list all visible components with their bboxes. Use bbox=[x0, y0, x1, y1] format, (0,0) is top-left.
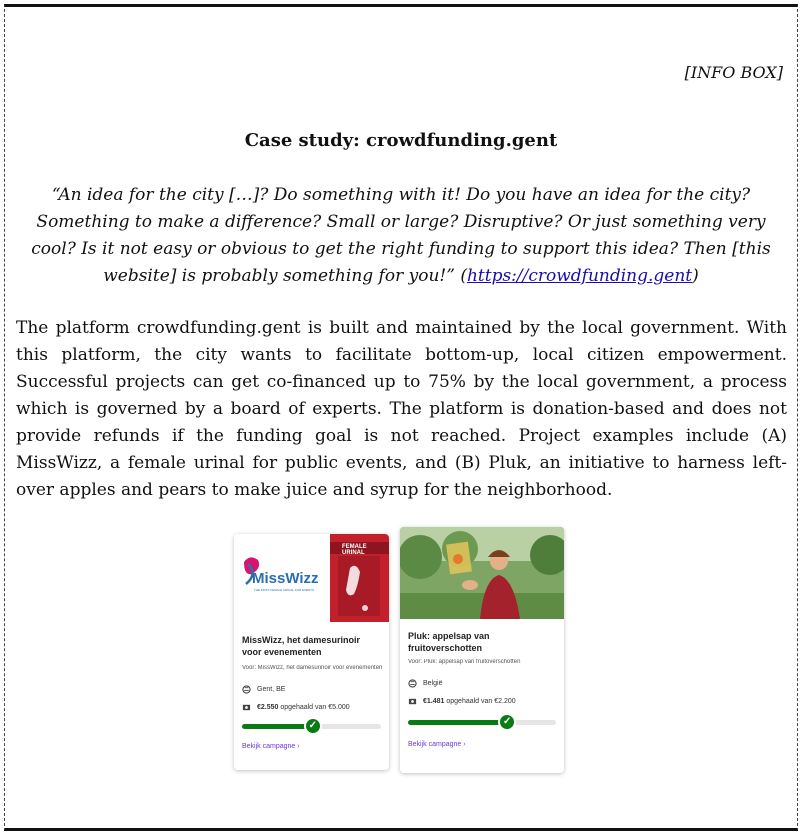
view-campaign-link[interactable]: Bekijk campagne › bbox=[408, 741, 466, 748]
check-icon: ✓ bbox=[304, 717, 322, 735]
location-text: België bbox=[423, 680, 443, 687]
quote-text: “An idea for the city […]? Do something with it! Do you have an idea for the city? Something to make a difference? Small or large? Disruptive? Or just something very cool? Is it not easy or obvious to get the right funding to support this idea? Then [this website] is probably something for you!” ( bbox=[31, 185, 771, 286]
campaign-card-pluk[interactable] bbox=[400, 527, 564, 773]
progress-bar bbox=[408, 716, 556, 727]
misswizz-image bbox=[234, 534, 389, 622]
quote bbox=[25, 182, 777, 290]
check-icon: ✓ bbox=[498, 713, 516, 731]
amount-raised: €1.481 bbox=[423, 698, 445, 705]
raised-of-goal: opgehaald van €2.200 bbox=[446, 698, 516, 705]
location-text: Gent, BE bbox=[257, 686, 286, 693]
location-row bbox=[400, 679, 564, 688]
funding-row bbox=[400, 697, 564, 706]
pluk-photo-illustration bbox=[400, 527, 564, 619]
body-paragraph: The platform crowdfunding.gent is built and maintained by the local government. With this platform, the city wants to facilitate bottom-up, local citizen empowerment. Successful projects can get co-financed up to 75% by the local government, a process which is governed by a board of experts. The platform is donation-based and does not provide refunds if the funding goal is not reached. Project examples include (A) MissWizz, a female urinal for public events, and (B) Pluk, an initiative to harness left-over apples and pears to make juice and syrup for the neighborhood. bbox=[16, 318, 787, 500]
progress-fill bbox=[408, 720, 507, 725]
card-subtitle: Voor: MissWizz, het damesurinoir voor evenementen bbox=[242, 665, 383, 671]
misswizz-logo-tagline: THE FIRST FEMALE URINAL FOR EVENTS bbox=[254, 588, 315, 592]
product-label: FEMALE URINAL bbox=[342, 544, 367, 556]
location-row bbox=[234, 685, 389, 694]
quote-end: ) bbox=[692, 266, 699, 286]
money-icon bbox=[408, 697, 417, 706]
case-study-title: Case study: crowdfunding.gent bbox=[244, 130, 558, 151]
raised-of-goal: opgehaald van €5.000 bbox=[280, 704, 350, 711]
crowdfunding-link[interactable]: https://crowdfunding.gent bbox=[466, 266, 693, 286]
globe-icon bbox=[242, 685, 251, 694]
campaign-card-misswizz[interactable] bbox=[234, 534, 389, 770]
globe-icon bbox=[408, 679, 417, 688]
pluk-image bbox=[400, 527, 564, 619]
progress-fill bbox=[242, 724, 313, 729]
misswizz-logo-text: MissWizz bbox=[252, 570, 319, 587]
card-title[interactable]: Pluk: appelsap van fruitoverschotten bbox=[408, 631, 490, 653]
amount-raised: €2.550 bbox=[257, 704, 279, 711]
view-campaign-link[interactable]: Bekijk campagne › bbox=[242, 743, 300, 750]
funding-row bbox=[234, 703, 389, 712]
money-icon bbox=[242, 703, 251, 712]
card-title[interactable]: MissWizz, het damesurinoir voor evenementen bbox=[242, 635, 360, 657]
card-subtitle: Voor: Pluk: appelsap van fruitoverschotten bbox=[408, 659, 521, 665]
progress-bar bbox=[242, 720, 381, 731]
info-box-tag: [INFO BOX] bbox=[684, 63, 783, 82]
